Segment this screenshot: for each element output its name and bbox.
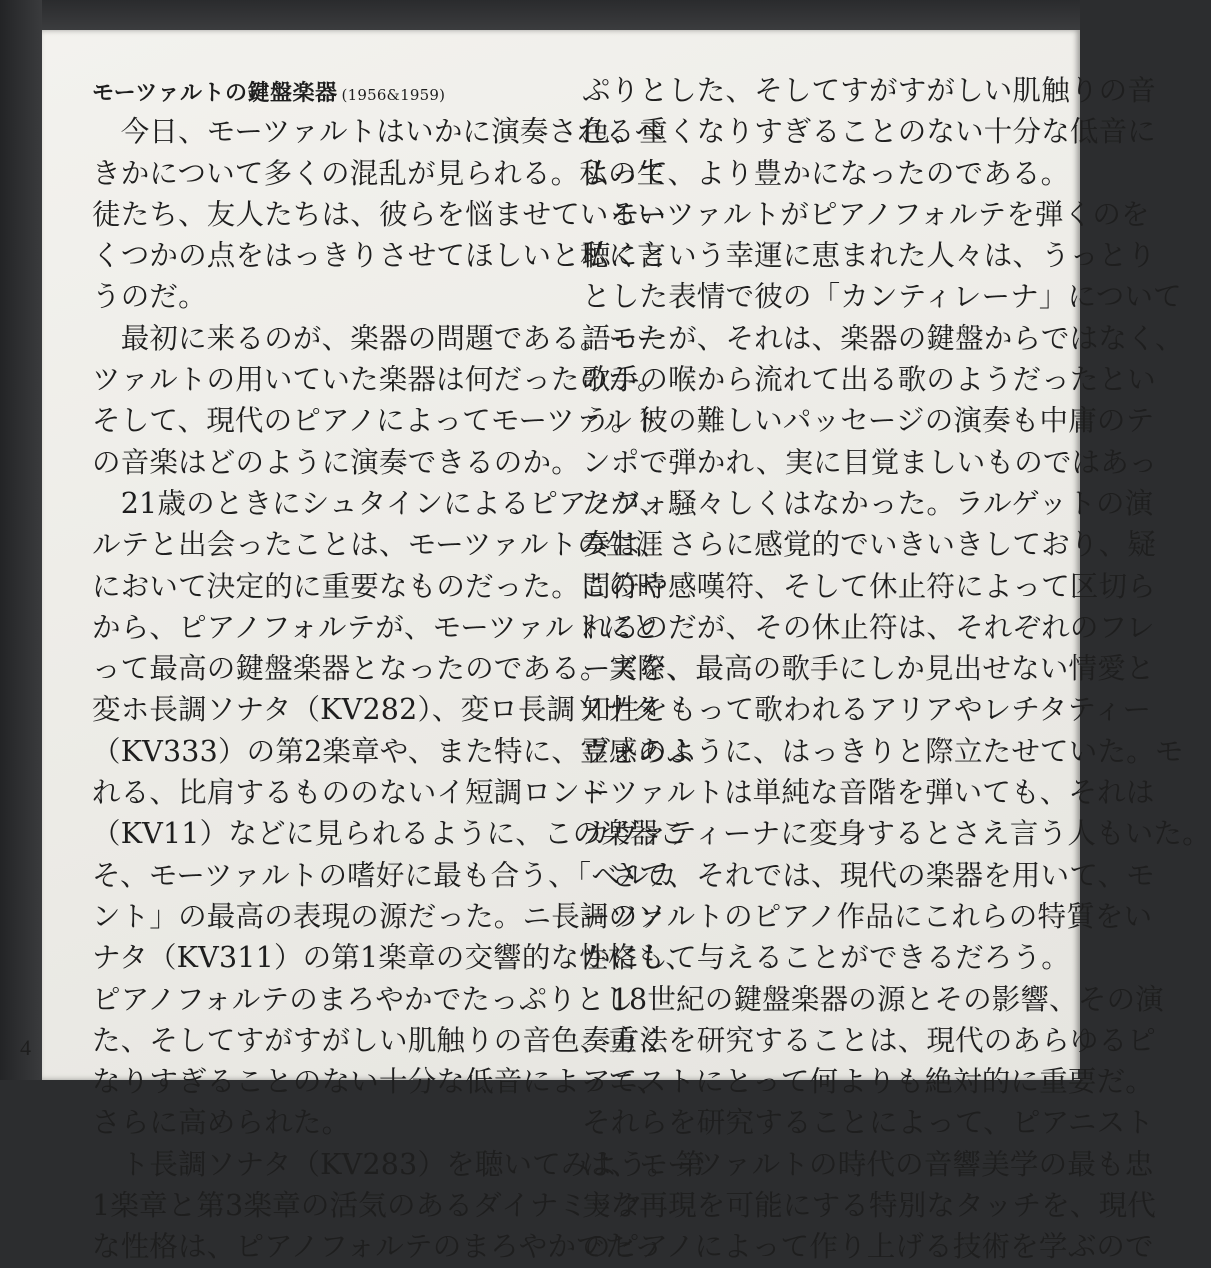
text-line: （KV333）の第2楽章や、また特に、霊感あふ [92,734,695,768]
text-line: とした表情で彼の「カンティレーナ」について [582,280,1182,314]
text-line: のピアノによって作り上げる技術を学ぶので [582,1230,1154,1264]
booklet-page [42,30,1211,1264]
table-edge-top [0,0,1080,30]
text-line: アニストにとって何よりも絶対的に重要だ。 [582,1065,1155,1099]
text-line: 最初に来るのが、楽器の問題である。モー [92,321,665,355]
text-line: れるのだが、その休止符は、それぞれのフレ [582,610,1155,644]
text-line: きかについて多くの混乱が見られる。私の生 [92,156,666,190]
text-line: なりすぎることのない十分な低音によって、 [92,1065,666,1099]
text-line: 変ホ長調ソナタ（KV282）、変ロ長調ソナタ [92,693,661,727]
text-line: ツァルトの用いていた楽器は何だったのか。 [92,363,666,397]
text-line: かにして与えることができるだろう。 [582,941,1070,975]
text-line: ーツァルトのピアノ作品にこれらの特質をい [582,899,1153,933]
heading-years: (1956&1959) [341,86,446,104]
page-number: 4 [20,1035,31,1060]
table-edge-left [0,0,42,1080]
text-line: くつかの点をはっきりさせてほしいと私に言 [92,239,667,273]
text-line: さて、それでは、現代の楽器を用いて、モ [582,858,1155,892]
text-line: ント」の最高の表現の源だった。ニ長調のソ [92,899,666,933]
text-line: うのだ。 [92,280,207,314]
text-line: って最高の鍵盤楽器となったのである。実際、 [92,652,695,686]
text-line: 語ったが、それは、楽器の鍵盤からではなく、 [582,321,1184,355]
text-line: 21歳のときにシュタインによるピアノフォ [92,486,670,520]
text-line: ピアノフォルテのまろやかでたっぷりとし [92,982,634,1016]
section-heading [92,70,554,111]
text-line: ーツァルトは単純な音階を弾いても、それは [582,776,1155,810]
text-line: ーズを、最高の歌手にしか見出せない情愛と [582,652,1155,686]
text-line: ンポで弾かれ、実に目覚ましいものではあっ [582,445,1158,479]
text-line: そして、現代のピアノによってモーツァルト [92,404,661,438]
text-line: 知性をもって歌われるアリアやレチタティー [582,693,1152,727]
text-line: ルテと出会ったことは、モーツァルトの生涯 [92,528,664,562]
text-line: 聴くという幸運に恵まれた人々は、うっとり [582,239,1157,273]
text-line: それらを研究することによって、ピアニスト [582,1106,1155,1140]
text-line: な性格は、ピアノフォルテのまろやかでたっ [92,1230,663,1264]
text-line: さらに高められた。 [92,1106,351,1140]
text-line: （KV11）などに見られるように、この楽器こ [92,817,688,851]
text-line: 徒たち、友人たちは、彼らを悩ませているい [92,197,667,231]
right-text-column [582,70,1211,1268]
text-line: ト長調ソナタ（KV283）を聴いてみよう。第 [92,1147,705,1181]
text-line: において決定的に重要なものだった。この時 [92,569,667,603]
text-line: モーツァルトがピアノフォルテを弾くのを [582,197,1150,231]
text-line: 奏は、さらに感覚的でいきいきしており、疑 [582,528,1157,562]
text-line: は、モーツァルトの時代の音響美学の最も忠 [582,1147,1154,1181]
text-line: 歌手の喉から流れて出る歌のようだったとい [582,363,1157,397]
text-line: ナタ（KV311）の第1楽章の交響的な性格も、 [92,941,695,975]
text-line: 問符や感嘆符、そして休止符によって区切ら [582,569,1157,603]
text-line: う。彼の難しいパッセージの演奏も中庸のテ [582,404,1155,438]
text-line: 色、重くなりすぎることのない十分な低音に [582,115,1157,149]
text-line: たが、騒々しくはなかった。ラルゲットの演 [582,486,1154,520]
text-line: 18世紀の鍵盤楽器の源とその影響、その演 [582,982,1164,1016]
text-line: の音楽はどのように演奏できるのか。 [92,445,580,479]
text-line: れる、比肩するもののないイ短調ロンド [92,776,609,810]
text-line: ぷりとした、そしてすがすがしい肌触りの音 [582,74,1157,107]
text-line: 今日、モーツァルトはいかに演奏されるべ [92,115,664,149]
text-line: よって、より豊かになったのである。 [582,156,1070,190]
heading-title: モーツァルトの鍵盤楽器 [92,81,338,106]
text-line: カヴァティーナに変身するとさえ言う人もいた。 [582,817,1211,851]
text-line: ヴォのように、はっきりと際立たせていた。モ [582,734,1184,768]
text-line: 1楽章と第3楽章の活気のあるダイナミック [92,1189,645,1223]
text-line: 奏方法を研究することは、現代のあらゆるピ [582,1023,1157,1057]
text-line: た、そしてすがすがしい肌触りの音色、重く [92,1023,667,1057]
text-line: から、ピアノフォルテが、モーツァルトにと [92,610,660,644]
text-line: そ、モーツァルトの嗜好に最も合う、「ベルカ [92,858,678,892]
text-line: 実な再現を可能にする特別なタッチを、現代 [582,1189,1157,1223]
left-text-column [92,70,705,1268]
